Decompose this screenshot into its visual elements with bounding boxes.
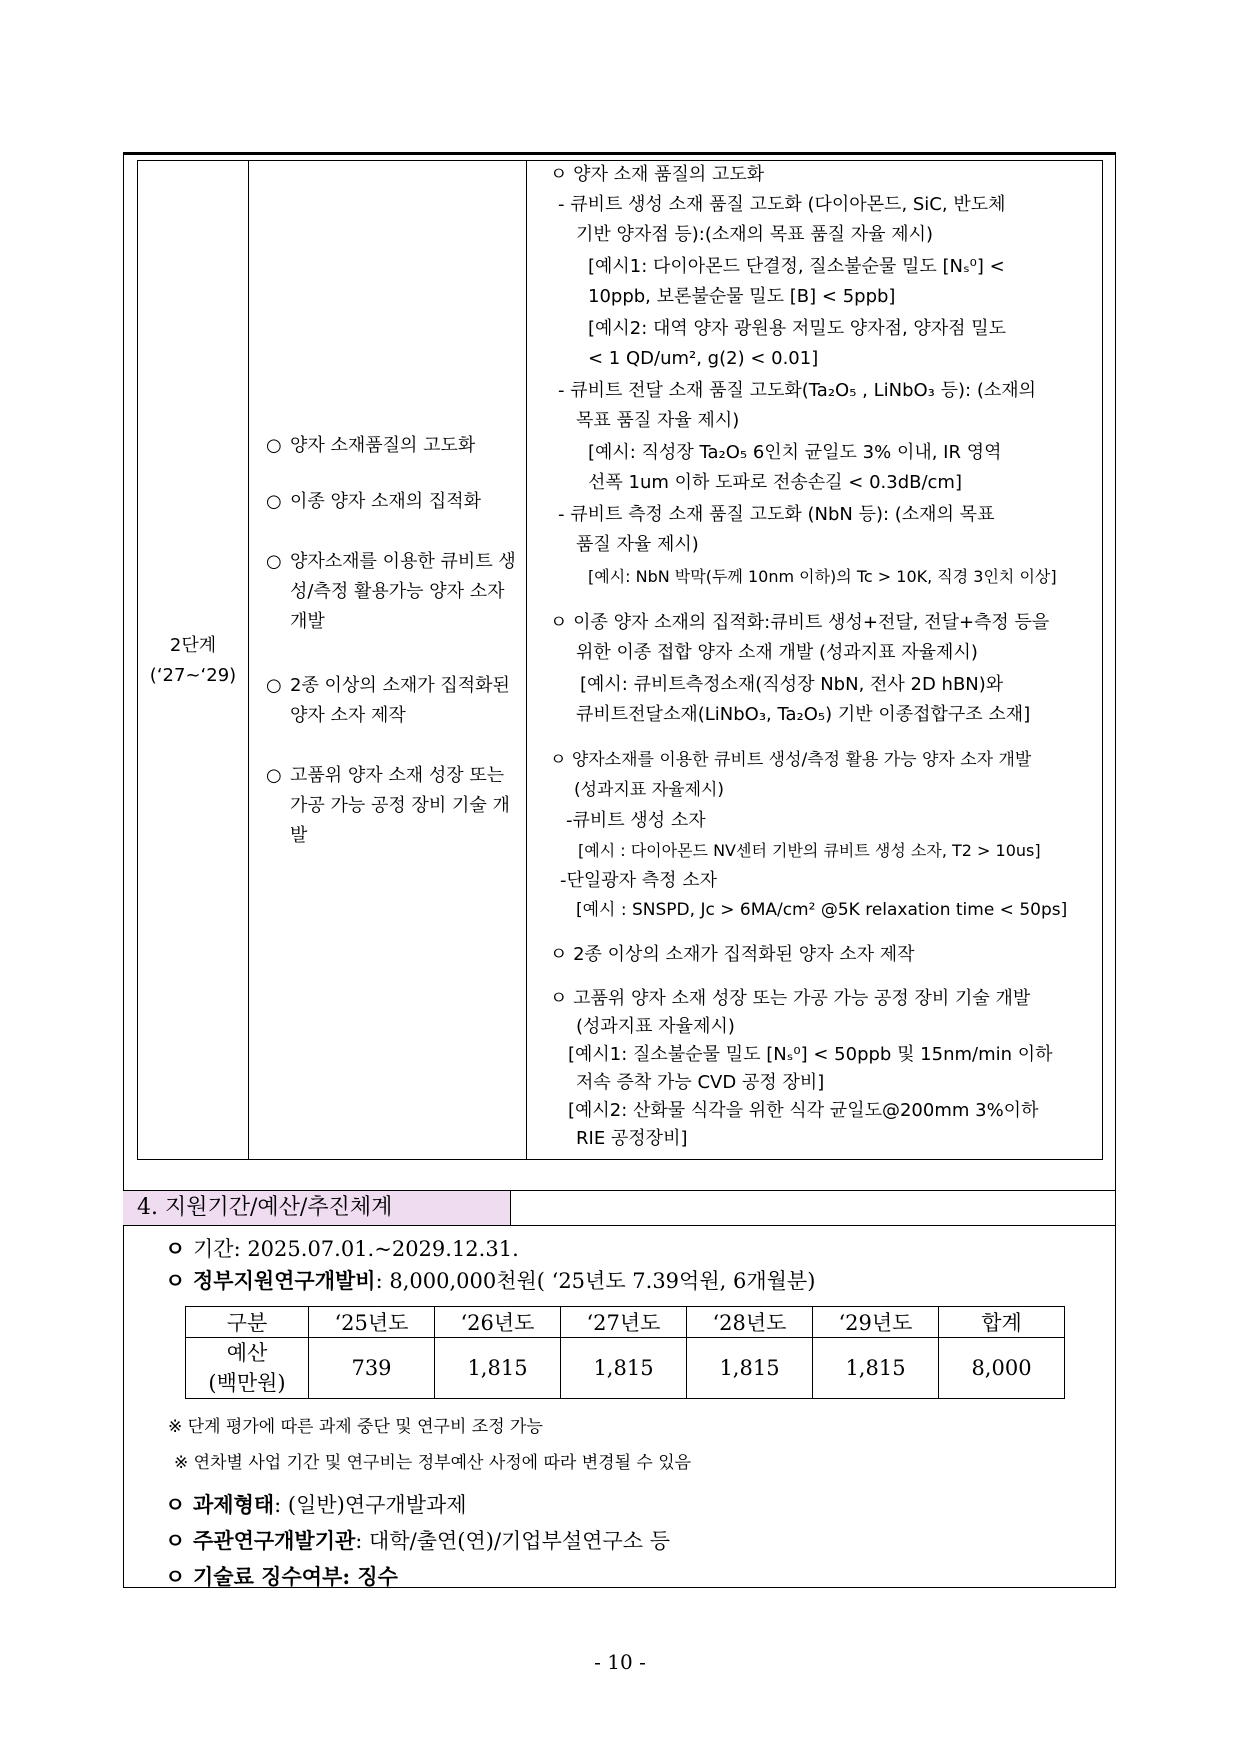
detail-line: [예시: 큐비트측정소재(직성장 NbN, 전사 2D hBN)와 — [580, 674, 1004, 695]
detail-line: (성과지표 자율제시) — [576, 1016, 735, 1037]
detail-line: -단일광자 측정 소자 — [560, 870, 718, 891]
bullet-icon: ○ — [266, 765, 282, 786]
table-cell: 739 — [309, 1338, 435, 1399]
period-line: ㅇ 기간: 2025.07.01.~2029.12.31. — [165, 1234, 519, 1264]
stage-label: 2단계 — [169, 635, 217, 656]
section-header — [123, 1190, 1116, 1226]
detail-line: - 큐비트 생성 소재 품질 고도화 (다이아몬드, SiC, 반도체 — [558, 194, 1006, 215]
table-header: ‘28년도 — [687, 1307, 813, 1338]
stage-cell — [138, 631, 248, 691]
bullet-icon: ㅇ — [165, 1493, 186, 1517]
detail-line: [예시2: 대역 양자 광원용 저밀도 양자점, 양자점 밀도 — [588, 318, 1007, 339]
table-row — [186, 1338, 1065, 1399]
bullet-icon: ○ — [266, 675, 282, 696]
bullet-icon: ㅇ — [165, 1269, 186, 1293]
bullet-icon: ○ — [266, 551, 282, 572]
table-header: ‘27년도 — [561, 1307, 687, 1338]
row-label: 예산 (백만원) — [186, 1338, 309, 1399]
table-cell: 1,815 — [561, 1338, 687, 1399]
bullet-icon: ○ — [266, 491, 282, 512]
section-title: 4. 지원기간/예산/추진체계 — [123, 1191, 511, 1225]
goal-item: ○ 양자소재를 이용한 큐비트 생성/측정 활용가능 양자 소자 개발 — [266, 547, 516, 637]
budget-table — [185, 1306, 1065, 1399]
detail-line: - 큐비트 전달 소재 품질 고도화(Ta₂O₅ , LiNbO₃ 등): (소재의 — [558, 380, 1036, 401]
detail-line: 큐비트전달소재(LiNbO₃, Ta₂O₅) 기반 이종접합구조 소재] — [576, 704, 1031, 725]
detail-line: ㅇ 양자소재를 이용한 큐비트 생성/측정 활용 가능 양자 소자 개발 — [550, 750, 1032, 770]
column-divider — [526, 161, 527, 1159]
detail-line: [예시 : 다이아몬드 NV센터 기반의 큐비트 생성 소자, T2 > 10us] — [578, 841, 1041, 860]
detail-line: [예시1: 질소불순물 밀도 [Nₛ⁰] < 50ppb 및 15nm/min 이하 — [568, 1044, 1053, 1065]
stage-table — [137, 160, 1103, 1160]
detail-line: ㅇ 고품위 양자 소재 성장 또는 가공 가능 공정 장비 기술 개발 — [550, 988, 1031, 1009]
lead-org-line: ㅇ 주관연구개발기관: 대학/출연(연)/기업부설연구소 등 — [165, 1526, 670, 1556]
detail-line: ㅇ 양자 소재 품질의 고도화 — [550, 164, 765, 185]
bullet-icon: ㅇ — [165, 1237, 186, 1261]
detail-line: [예시: NbN 박막(두께 10nm 이하)의 Tc > 10K, 직경 3인치 이상] — [588, 567, 1057, 586]
detail-line: [예시1: 다이아몬드 단결정, 질소불순물 밀도 [Nₛ⁰] < — [588, 256, 1005, 277]
tech-fee-line: ㅇ 기술료 징수여부: 징수 — [165, 1562, 398, 1592]
note: ※ 단계 평가에 따른 과제 중단 및 연구비 조정 가능 — [168, 1417, 543, 1437]
detail-line: ㅇ 2종 이상의 소재가 집적화된 양자 소자 제작 — [550, 944, 915, 965]
detail-line: -큐비트 생성 소자 — [566, 810, 706, 831]
goal-item: ○ 2종 이상의 소재가 집적화된 양자 소자 제작 — [266, 671, 516, 731]
table-header: ‘25년도 — [309, 1307, 435, 1338]
table-cell: 1,815 — [435, 1338, 561, 1399]
table-cell: 1,815 — [813, 1338, 939, 1399]
goal-item: ○ 양자 소재품질의 고도화 — [266, 431, 516, 461]
column-divider — [248, 161, 249, 1159]
table-header-row — [186, 1307, 1065, 1338]
detail-line: < 1 QD/um², g(2) < 0.01] — [588, 348, 819, 369]
table-header: ‘26년도 — [435, 1307, 561, 1338]
detail-line: 선폭 1um 이하 도파로 전송손길 < 0.3dB/cm] — [588, 472, 962, 493]
table-header: 구분 — [186, 1307, 309, 1338]
bullet-icon: ㅇ — [165, 1565, 186, 1589]
detail-line: 기반 양자점 등):(소재의 목표 품질 자율 제시) — [576, 224, 934, 245]
page-number: - 10 - — [594, 1650, 646, 1674]
detail-line: 목표 품질 자율 제시) — [576, 410, 740, 431]
detail-line: 품질 자율 제시) — [576, 534, 699, 555]
detail-line: [예시 : SNSPD, Jc > 6MA/cm² @5K relaxation time < 50ps] — [576, 900, 1068, 920]
table-cell: 8,000 — [939, 1338, 1065, 1399]
detail-line: 저속 증착 가능 CVD 공정 장비] — [576, 1072, 825, 1093]
detail-line: RIE 공정장비] — [576, 1128, 688, 1149]
goal-item: ○ 이종 양자 소재의 집적화 — [266, 487, 516, 517]
detail-line: [예시2: 산화물 식각을 위한 식각 균일도@200mm 3%이하 — [568, 1100, 1039, 1121]
project-type-line: ㅇ 과제형태: (일반)연구개발과제 — [165, 1490, 467, 1520]
detail-line: (성과지표 자율제시) — [574, 780, 725, 800]
gov-funding-line: ㅇ 정부지원연구개발비: 8,000,000천원( ‘25년도 7.39억원, 6개월분) — [165, 1266, 815, 1296]
goal-item: ○ 고품위 양자 소재 성장 또는 가공 가능 공정 장비 기술 개발 — [266, 761, 516, 851]
bullet-icon: ㅇ — [165, 1529, 186, 1553]
table-header: 합계 — [939, 1307, 1065, 1338]
table-cell: 1,815 — [687, 1338, 813, 1399]
table-header: ‘29년도 — [813, 1307, 939, 1338]
note: ※ 연차별 사업 기간 및 연구비는 정부예산 사정에 따라 변경될 수 있음 — [174, 1453, 692, 1473]
detail-line: 10ppb, 보론불순물 밀도 [B] < 5ppb] — [588, 286, 896, 307]
detail-line: - 큐비트 측정 소재 품질 고도화 (NbN 등): (소재의 목표 — [558, 504, 995, 525]
detail-line: ㅇ 이종 양자 소재의 집적화:큐비트 생성+전달, 전달+측정 등을 — [550, 612, 1050, 633]
detail-line: 위한 이종 접합 양자 소재 개발 (성과지표 자율제시) — [576, 642, 978, 663]
stage-period: (‘27~‘29) — [149, 665, 237, 686]
bullet-icon: ○ — [266, 435, 282, 456]
detail-line: [예시: 직성장 Ta₂O₅ 6인치 균일도 3% 이내, IR 영역 — [588, 442, 1002, 463]
